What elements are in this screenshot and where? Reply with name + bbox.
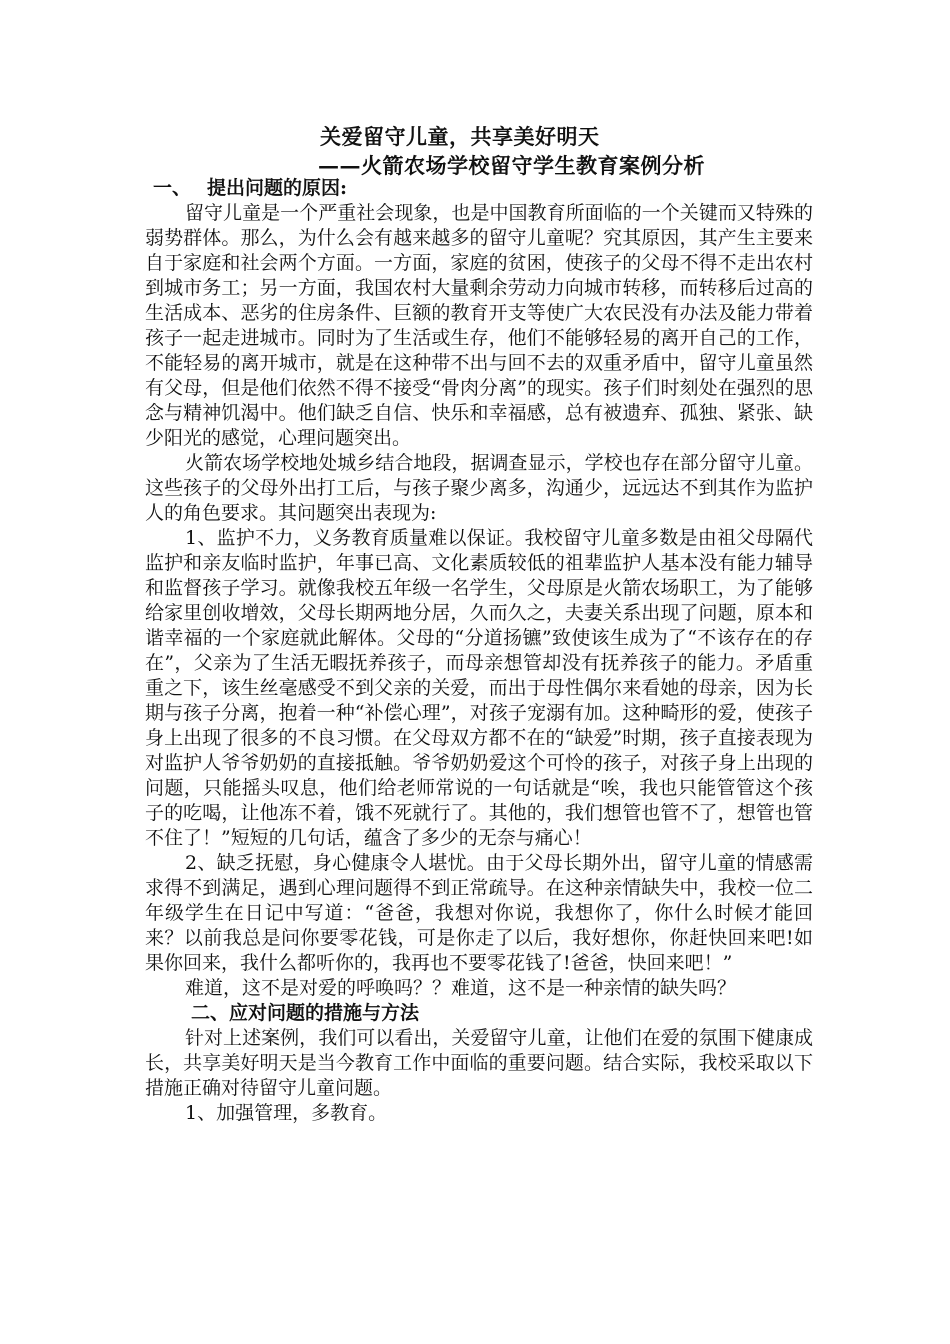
section-heading-1 <box>145 176 813 201</box>
section-heading-text: 提出问题的原因: <box>207 177 348 199</box>
paragraph: 火箭农场学校地处城乡结合地段，据调查显示，学校也存在部分留守儿童。这些孩子的父母外出打工后，与孩子聚少离多，沟通少，远远达不到其作为监护人的角色要求。其问题突出表现为: <box>145 452 813 524</box>
paragraph: 1、监护不力，义务教育质量难以保证。我校留守儿童多数是由祖父母隔代监护和亲友临时监护，年事已高、文化素质较低的祖辈监护人基本没有能力辅导和监督孩子学习。就像我校五年级一名学生，父母原是火箭农场职工，为了能够给家里创收增效，父母长期两地分居，久而久之，夫妻关系出现了问题，原本和谐幸福的一个家庭就此解体。父母的“分道扬镳”致使该生成为了“不该存在的存在”，父亲为了生活无暇抚养孩子，而母亲想管却没有抚养孩子的能力。矛盾重重之下，该生丝毫感受不到父亲的关爱，而出于母性偶尔来看她的母亲，因为长期与孩子分离，抱着一种“补偿心理”，对孩子宠溺有加。这种畸形的爱，使孩子身上出现了很多的不良习惯。在父母双方都不在的“缺爱”时期，孩子直接表现为对监护人爷爷奶奶的直接抵触。爷爷奶奶爱这个可怜的孩子，对孩子身上出现的问题，只能摇头叹息，他们给老师常说的一句话就是“唉，我也只能管管这个孩子的吃喝，让他冻不着，饿不死就行了。其他的，我们想管也管不了，想管也管不住了！”短短的几句话，蕴含了多少的无奈与痛心！ <box>145 527 813 849</box>
section-number: 一、 <box>153 177 192 199</box>
document-body <box>145 176 813 1126</box>
section-heading-2: 二、应对问题的措施与方法 <box>191 1002 420 1024</box>
paragraph: 留守儿童是一个严重社会现象，也是中国教育所面临的一个关键而又特殊的弱势群体。那么，为什么会有越来越多的留守儿童呢？究其原因，其产生主要来自于家庭和社会两个方面。一方面，家庭的贫困，使孩子的父母不得不走出农村到城市务工；另一方面，我国农村大量剩余劳动力向城市转移，而转移后过高的生活成本、恶劣的住房条件、巨额的教育开支等使广大农民没有办法及能力带着孩子一起走进城市。同时为了生活或生存，他们不能够轻易的离开自己的工作，不能轻易的离开城市，就是在这种带不出与回不去的双重矛盾中，留守儿童虽然有父母，但是他们依然不得不接受“骨肉分离”的现实。孩子们时刻处在强烈的思念与精神饥渴中。他们缺乏自信、快乐和幸福感，总有被遗弃、孤独、紧张、缺少阳光的感觉，心理问题突出。 <box>145 202 813 449</box>
document-subtitle: ——火箭农场学校留守学生教育案例分析 <box>318 153 705 178</box>
paragraph: 针对上述案例，我们可以看出，关爱留守儿童，让他们在爱的氛围下健康成长，共享美好明天是当今教育工作中面临的重要问题。结合实际，我校采取以下措施正确对待留守儿童问题。 <box>145 1027 813 1099</box>
paragraph: 难道，这不是对爱的呼唤吗？？难道，这不是一种亲情的缺失吗？ <box>185 977 737 999</box>
document-title: 关爱留守儿童，共享美好明天 <box>320 124 600 149</box>
paragraph: 1、加强管理，多教育。 <box>185 1102 388 1124</box>
paragraph: 2、缺乏抚慰，身心健康令人堪忧。由于父母长期外出，留守儿童的情感需求得不到满足，遇到心理问题得不到正常疏导。在这种亲情缺失中，我校一位二年级学生在日记中写道：“爸爸，我想对你说，我想你了，你什么时候才能回来？以前我总是问你要零花钱，可是你走了以后，我好想你，你赶快回来吧!如果你回来，我什么都听你的，我再也不要零花钱了!爸爸，快回来吧！” <box>145 852 813 974</box>
